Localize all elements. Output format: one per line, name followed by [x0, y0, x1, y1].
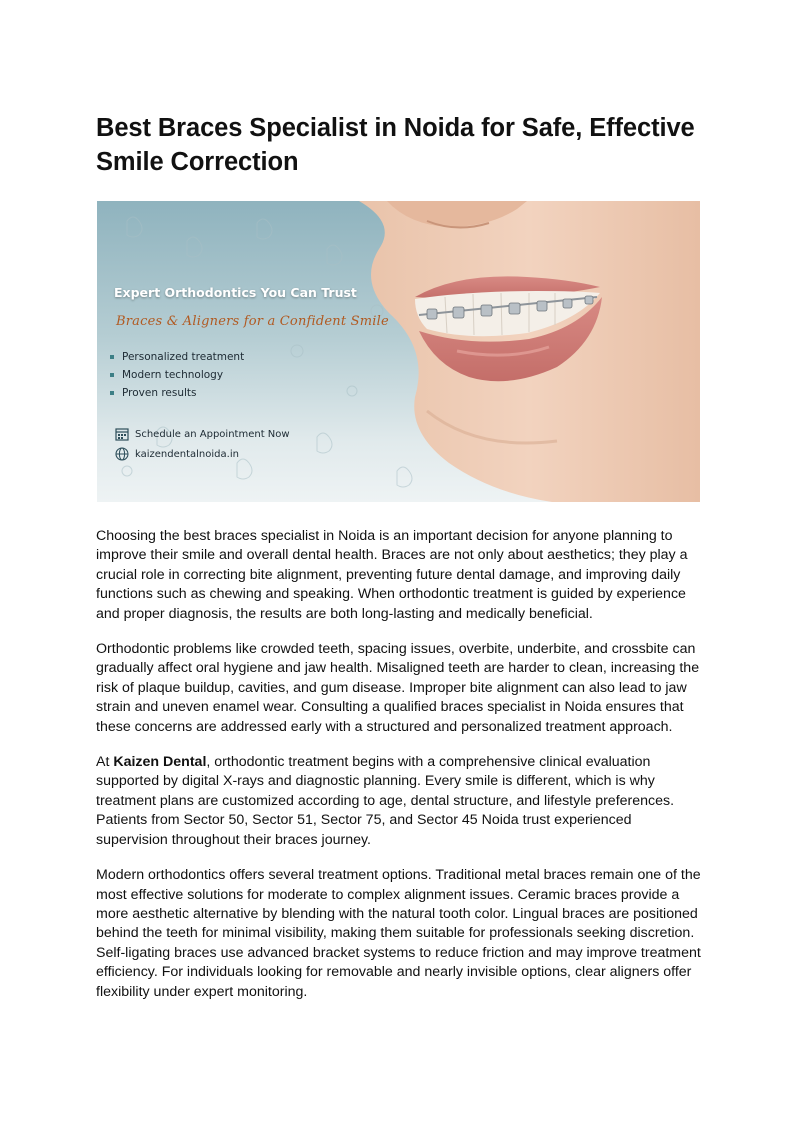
paragraph-1: Choosing the best braces specialist in Noida is an important decision for anyone planning to improve their smile and overall dental health. Braces are not only about aesthetics; they play a crucial role in correcting bite alignment, preventing future dental damage, and improving daily functions such as chewing and speaking. When orthodontic treatment is guided by experience and proper diagnosis, the results are both long-lasting and medically beneficial. — [96, 528, 688, 622]
square-bullet-icon — [110, 373, 114, 377]
square-bullet-icon — [110, 355, 114, 359]
banner-bullet-item: Personalized treatment — [110, 348, 244, 366]
banner-cta — [115, 427, 290, 441]
globe-icon — [115, 447, 129, 461]
banner-bullet-list — [110, 348, 244, 402]
clinic-name: Kaizen Dental — [113, 754, 207, 771]
calendar-icon — [115, 427, 129, 441]
banner-bullet-item: Modern technology — [110, 366, 244, 384]
banner-website-text: kaizendentalnoida.in — [135, 448, 239, 460]
article-body — [96, 527, 704, 1018]
banner-bullet-item: Proven results — [110, 384, 244, 402]
square-bullet-icon — [110, 391, 114, 395]
paragraph-2: Orthodontic problems like crowded teeth, spacing issues, overbite, underbite, and crossbite can gradually affect oral hygiene and jaw health. Misaligned teeth are harder to clean, increasing the risk of plaque buildup, cavities, and gum disease. Improper bite alignment can also lead to jaw strain and uneven enamel wear. Consulting a qualified braces specialist in Noida ensures that these concerns are addressed early with a structured and personalized treatment approach. — [96, 641, 700, 735]
paragraph-4: Modern orthodontics offers several treatment options. Traditional metal braces remain one of the most effective solutions for moderate to complex alignment issues. Ceramic braces provide a more aesthetic alternative by blending with the natural tooth color. Lingual braces are positioned behind the teeth for minimal visibility, making them suitable for professionals seeking discretion. Self-ligating braces use advanced bracket systems to reduce friction and may improve treatment efficiency. For individuals looking for removable and nearly invisible options, clear aligners offer flexibility under expert monitoring. — [96, 867, 701, 1000]
paragraph-3: At Kaizen Dental, orthodontic treatment begins with a comprehensive clinical evaluation supported by digital X-rays and diagnostic planning. Every smile is different, which is why treatment plans are customized according to age, dental structure, and lifestyle preferences. Patients from Sector 50, Sector 51, Sector 75, and Sector 45 Noida trust experienced supervision throughout their braces journey. — [96, 754, 675, 848]
banner-subheadline: Braces & Aligners for a Confident Smile — [116, 314, 389, 329]
banner-headline: Expert Orthodontics You Can Trust — [114, 285, 357, 300]
banner-cta-text: Schedule an Appointment Now — [135, 428, 290, 440]
hero-banner-image — [97, 201, 700, 502]
banner-website — [115, 447, 239, 461]
page-title: Best Braces Specialist in Noida for Safe, Effective Smile Correction — [96, 114, 695, 176]
